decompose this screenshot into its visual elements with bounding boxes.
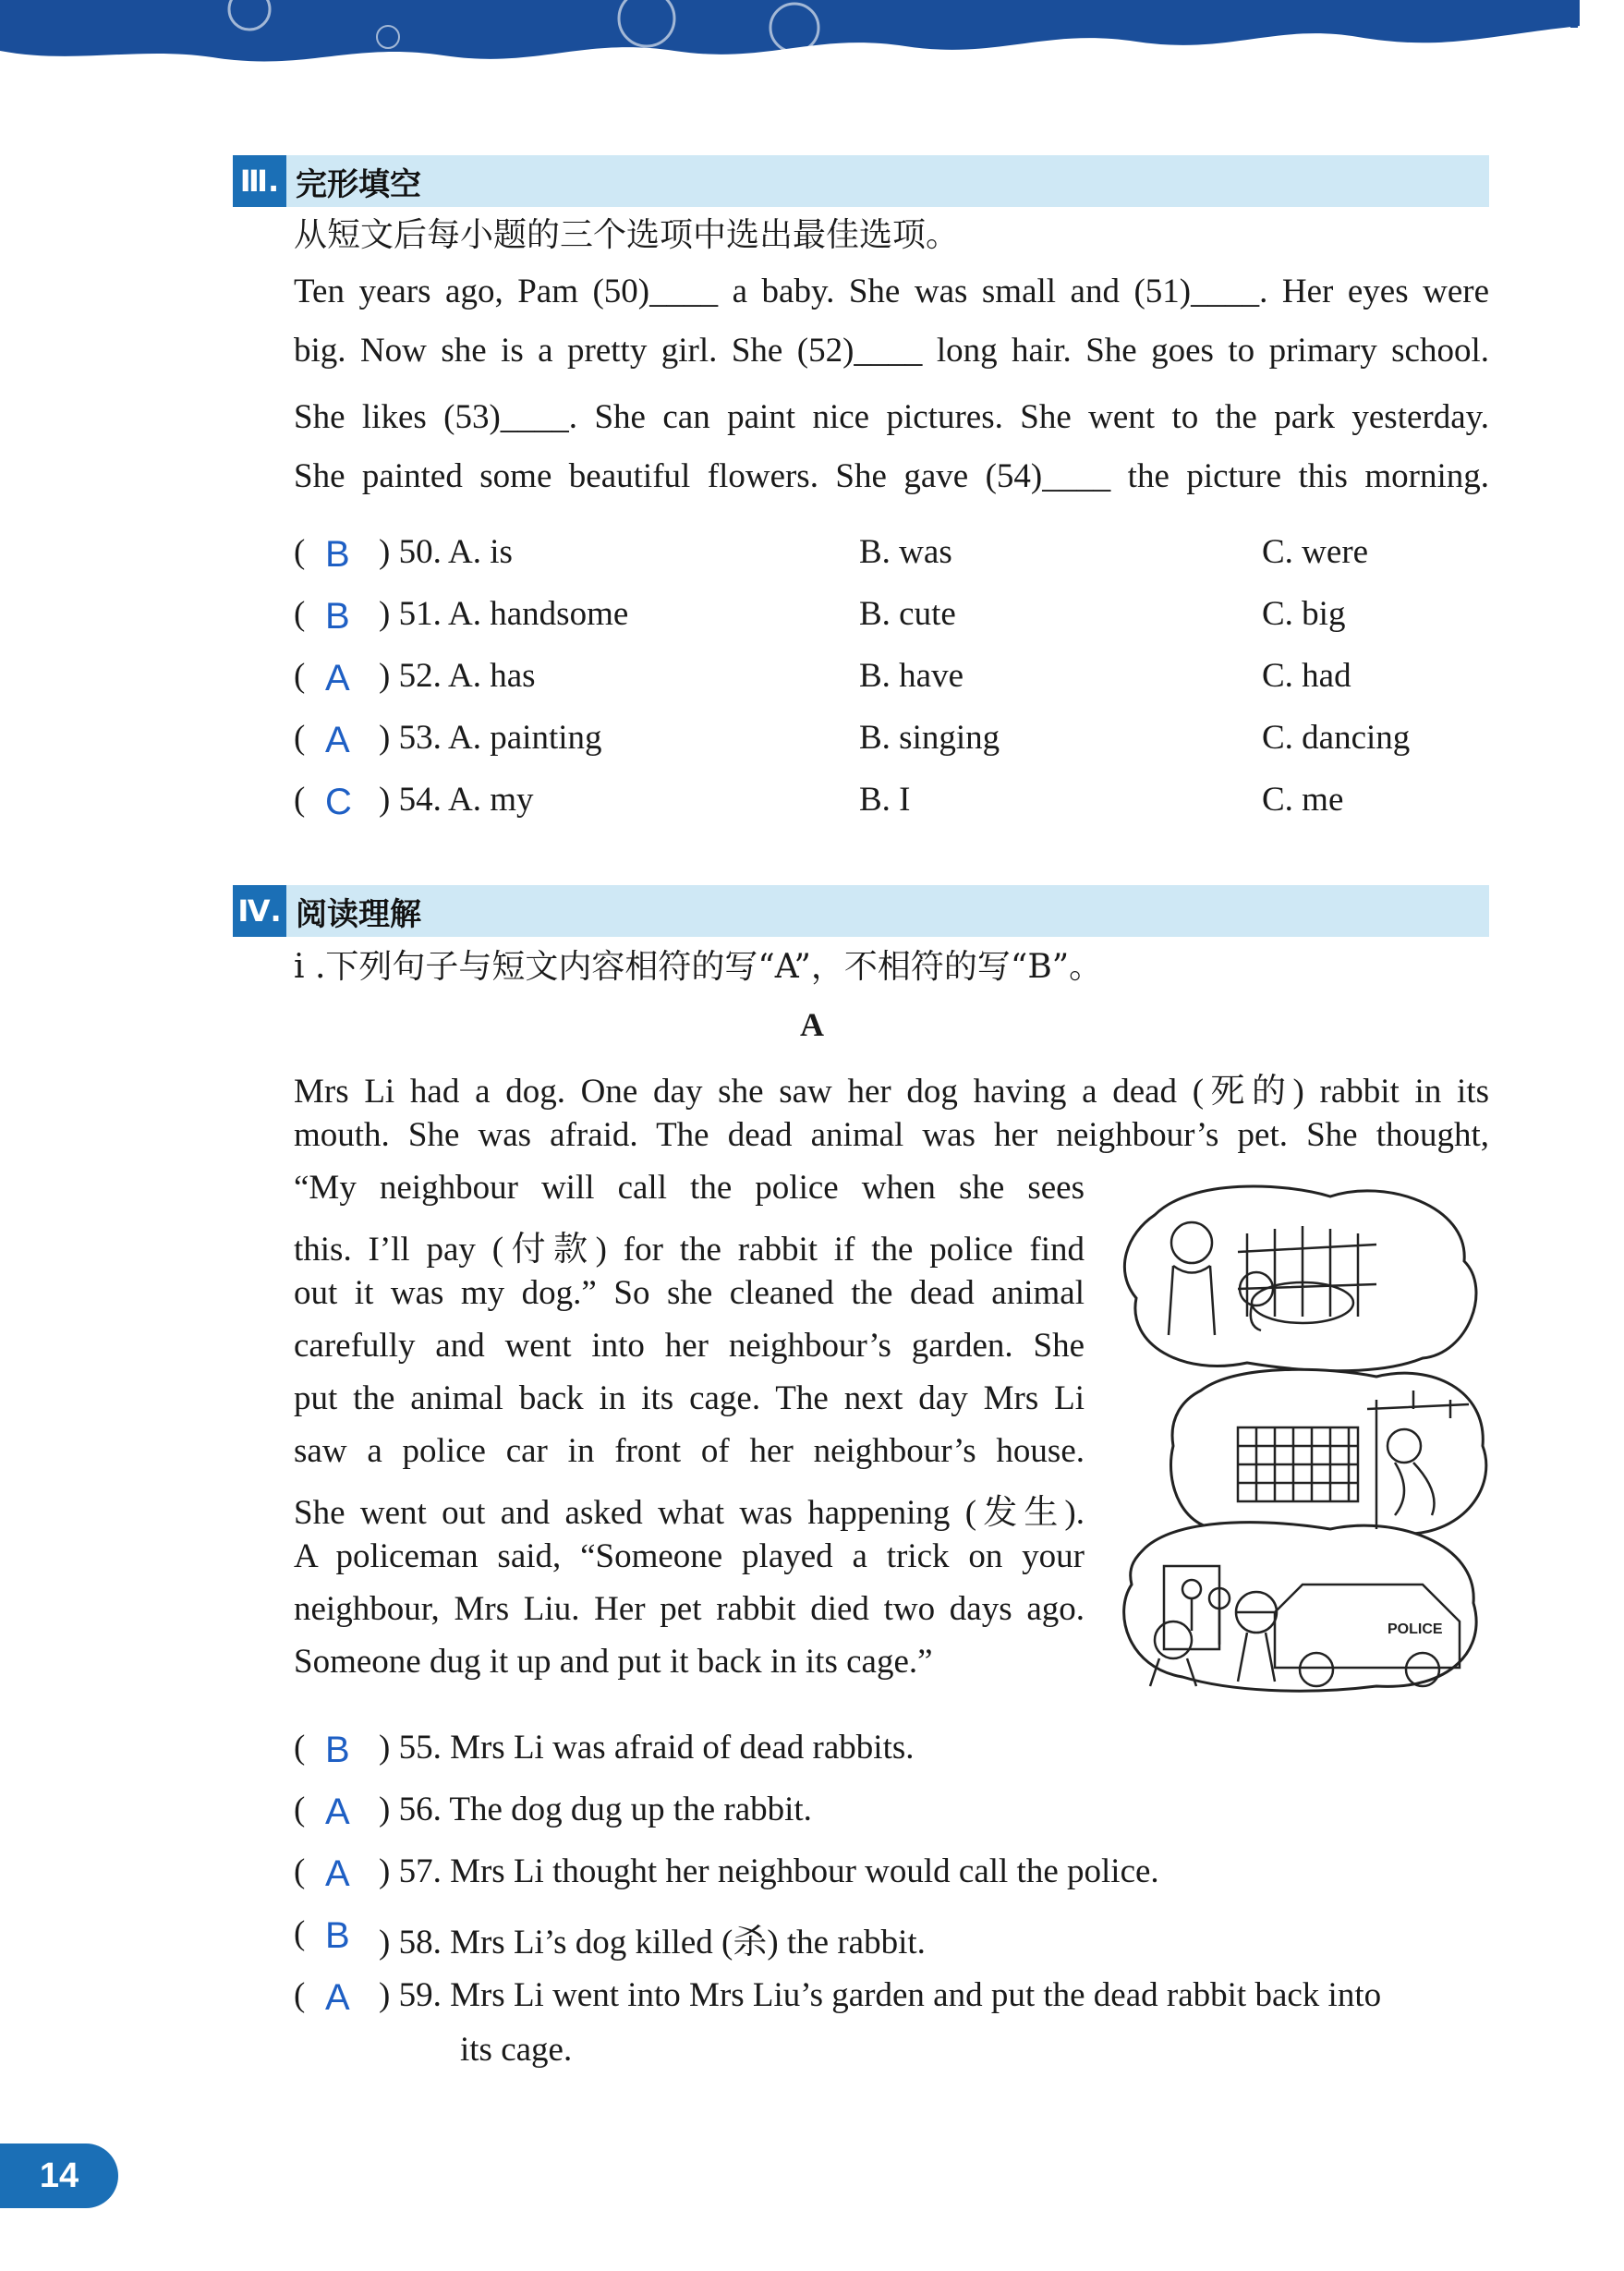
option-c: C. big [1262, 595, 1346, 633]
passage-line: carefully and went into her neighbour’s garden. She [294, 1327, 1085, 1365]
section-number: Ⅲ. [233, 155, 286, 207]
section-header-reading [233, 885, 1489, 937]
answer-mark: A [325, 1791, 350, 1832]
question-text: ) 50. A. is [379, 533, 513, 571]
section-title: 完形填空 [296, 165, 421, 203]
police-sign: POLICE [1388, 1621, 1443, 1637]
answer-mark: B [325, 1730, 350, 1770]
question-text: ) 57. Mrs Li thought her neighbour would call the police. [379, 1852, 1159, 1890]
option-c: C. dancing [1262, 719, 1411, 757]
question-row: ( C ) 54. A. my B. I C. me [294, 781, 1344, 822]
passage-title: A [800, 1006, 824, 1043]
question-text: ) 58. Mrs Li’s dog killed (杀) the rabbit. [379, 1924, 926, 1961]
passage-line: saw a police car in front of her neighbour’s house. [294, 1432, 1085, 1470]
question-text: ) 59. Mrs Li went into Mrs Liu’s garden and put the dead rabbit back into [379, 1976, 1382, 2014]
passage-line: She likes (53)____. She can paint nice pictures. She went to the park yesterday. [294, 398, 1489, 436]
option-b: B. I [859, 781, 911, 819]
question-row: ( A ) 59. Mrs Li went into Mrs Liu’s garden and put the dead rabbit back into [294, 1976, 1382, 2018]
answer-mark: B [325, 534, 350, 575]
question-row: ( A ) 52. A. has B. have C. had [294, 657, 1351, 698]
passage-line: She went out and asked what was happening (发生). [294, 1494, 1085, 1532]
passage-line: She painted some beautiful flowers. She gave (54)____ the picture this morning. [294, 457, 1489, 495]
option-c: C. were [1262, 533, 1369, 571]
story-illustration [1118, 1178, 1497, 1695]
passage-line: neighbour, Mrs Liu. Her pet rabbit died two days ago. [294, 1590, 1085, 1628]
section-number: Ⅳ. [233, 885, 286, 937]
question-text: ) 51. A. handsome [379, 595, 629, 633]
section-instruction: 从短文后每小题的三个选项中选出最佳选项。 [294, 216, 960, 254]
option-b: B. have [859, 657, 964, 695]
question-row: ( B ) 58. Mrs Li’s dog killed (杀) the rabbit. [294, 1914, 926, 1961]
answer-mark: A [325, 1853, 350, 1894]
section-title: 阅读理解 [296, 895, 421, 933]
option-c: C. had [1262, 657, 1351, 695]
answer-mark: A [325, 1977, 350, 2018]
passage-line: mouth. She was afraid. The dead animal was her neighbour’s pet. She thought, [294, 1116, 1489, 1154]
passage-line: this. I’ll pay (付款) for the rabbit if the police find [294, 1231, 1085, 1269]
question-text: ) 52. A. has [379, 657, 536, 695]
passage-line: big. Now she is a pretty girl. She (52)____ long hair. She goes to primary school. [294, 332, 1489, 370]
question-row: ( A ) 53. A. painting B. singing C. dancing [294, 719, 1411, 760]
question-row: ( B ) 55. Mrs Li was afraid of dead rabbits. [294, 1729, 915, 1770]
section-instruction: i .下列句子与短文内容相符的写“A”，不相符的写“B”。 [294, 948, 1103, 986]
question-continuation [294, 2030, 1489, 2085]
section-header-cloze [233, 155, 1489, 207]
question-text: ) 54. A. my [379, 781, 534, 819]
passage-line: Ten years ago, Pam (50)____ a baby. She was small and (51)____. Her eyes were [294, 273, 1489, 310]
question-text: ) 55. Mrs Li was afraid of dead rabbits. [379, 1729, 915, 1767]
option-b: B. cute [859, 595, 956, 633]
answer-mark: B [325, 596, 350, 637]
question-text: ) 56. The dog dug up the rabbit. [379, 1791, 812, 1828]
answer-mark: A [325, 658, 350, 698]
page-number: 14 [39, 2156, 79, 2195]
question-row: ( B ) 50. A. is B. was C. were [294, 533, 1369, 575]
page-number-badge [0, 2143, 118, 2208]
question-row: ( B ) 51. A. handsome B. cute C. big [294, 595, 1346, 637]
passage-line: Mrs Li had a dog. One day she saw her dog having a dead (死的) rabbit in its [294, 1073, 1489, 1111]
option-b: B. singing [859, 719, 1000, 757]
question-text: ) 53. A. painting [379, 719, 602, 757]
passage-line: put the animal back in its cage. The next day Mrs Li [294, 1379, 1085, 1417]
question-row: ( A ) 57. Mrs Li thought her neighbour would call the police. [294, 1852, 1159, 1894]
question-row: ( A ) 56. The dog dug up the rabbit. [294, 1791, 812, 1832]
answer-mark: C [325, 782, 352, 822]
answer-mark: A [325, 720, 350, 760]
option-b: B. was [859, 533, 952, 571]
question-text-cont: its cage. [460, 2031, 573, 2069]
option-c: C. me [1262, 781, 1344, 819]
passage-line: “My neighbour will call the police when she sees [294, 1169, 1085, 1207]
passage-line: A policeman said, “Someone played a trick on your [294, 1537, 1085, 1575]
answer-mark: B [325, 1915, 350, 1956]
passage-line: Someone dug it up and put it back in its cage.” [294, 1643, 933, 1681]
passage-line: out it was my dog.” So she cleaned the dead animal [294, 1274, 1085, 1312]
